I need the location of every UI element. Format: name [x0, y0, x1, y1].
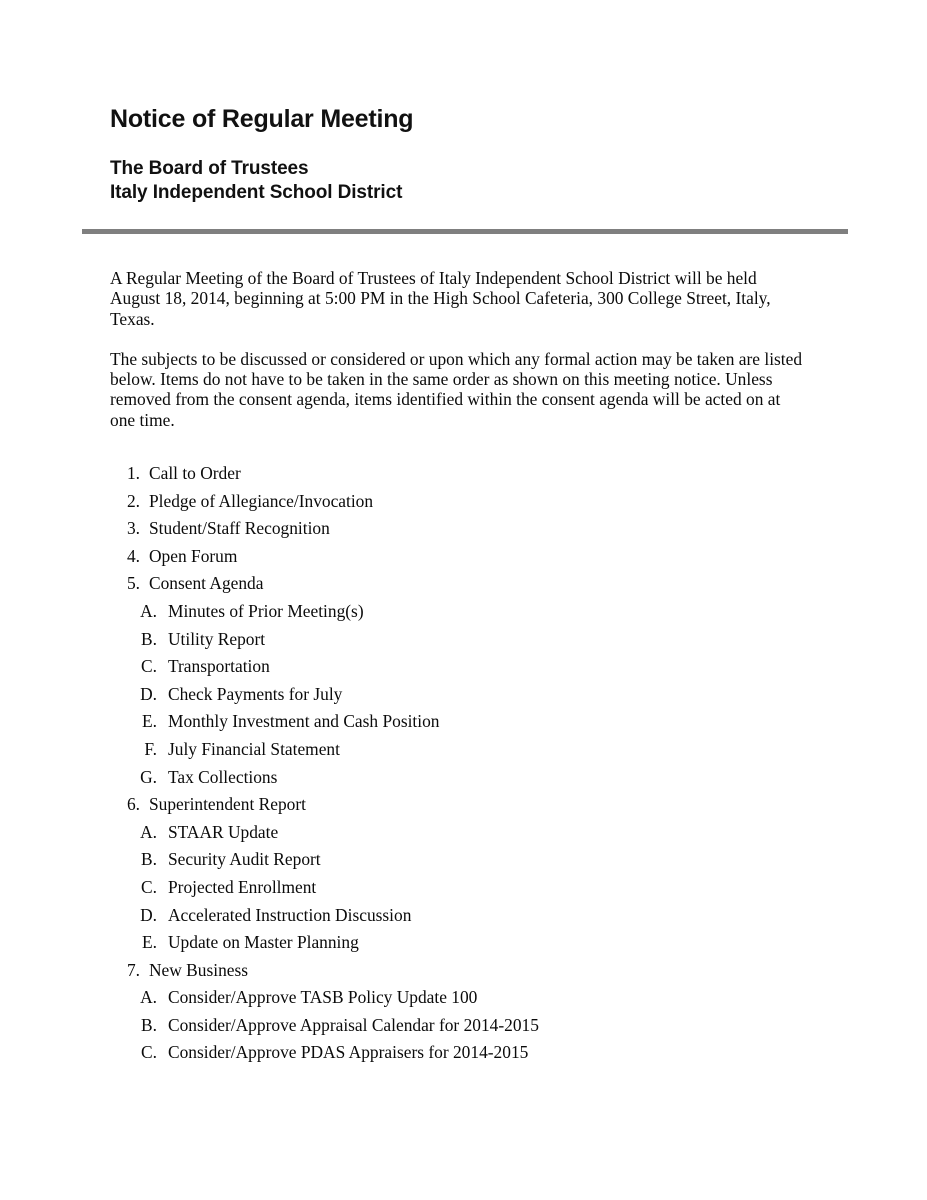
agenda-item-marker: 6.: [126, 794, 140, 815]
agenda-item-label: STAAR Update: [168, 821, 279, 842]
agenda-item-marker: 2.: [126, 490, 140, 511]
agenda-notice-paragraph: The subjects to be discussed or considered or upon which any formal action may be taken are listed below. Items do not have to be taken in the same order as shown on this meeting notice. Unless removed from the consent agenda, items identified within the consent agenda will be acted on at one time.: [110, 348, 803, 430]
agenda-item-label: Accelerated Instruction Discussion: [168, 904, 412, 925]
agenda-item-label: Pledge of Allegiance/Invocation: [149, 490, 374, 511]
agenda-item-marker: D.: [140, 904, 157, 925]
agenda-item: [110, 518, 830, 546]
agenda-item-marker: C.: [141, 656, 157, 677]
subtitle-line-board: The Board of Trustees: [110, 158, 309, 179]
agenda-item: [110, 629, 830, 657]
agenda-item: [110, 794, 830, 822]
agenda-item-label: Consent Agenda: [149, 573, 264, 594]
agenda-item-marker: E.: [142, 711, 157, 732]
agenda-item-label: Call to Order: [149, 463, 241, 483]
agenda-item: [110, 684, 830, 712]
agenda-item-marker: 7.: [126, 959, 140, 980]
agenda-item-marker: C.: [141, 876, 157, 897]
agenda-item: [110, 905, 830, 933]
agenda-item-label: Student/Staff Recognition: [149, 518, 330, 539]
agenda-item-label: Tax Collections: [168, 766, 278, 787]
agenda-item: [110, 463, 830, 491]
agenda-item-label: Transportation: [168, 656, 270, 677]
agenda-item-marker: E.: [142, 932, 157, 953]
agenda-item-marker: A.: [140, 987, 157, 1008]
agenda-item: [110, 601, 830, 629]
agenda-item-marker: C.: [141, 1042, 157, 1063]
agenda-item-label: Consider/Approve TASB Policy Update 100: [168, 987, 478, 1008]
agenda-item: [110, 491, 830, 519]
agenda-item: [110, 877, 830, 905]
agenda-item-label: Utility Report: [168, 628, 266, 649]
document-header: [110, 104, 850, 204]
agenda-item-label: Monthly Investment and Cash Position: [168, 711, 440, 732]
agenda-item-label: Minutes of Prior Meeting(s): [168, 600, 364, 621]
agenda-item-marker: 3.: [126, 518, 140, 539]
agenda-item-marker: A.: [140, 600, 157, 621]
agenda-item-label: Open Forum: [149, 545, 238, 566]
agenda-item: [110, 656, 830, 684]
agenda-item: [110, 767, 830, 795]
subtitle-line-district: Italy Independent School District: [110, 181, 403, 203]
agenda-item: [110, 849, 830, 877]
agenda-item-label: Check Payments for July: [168, 683, 343, 704]
agenda-item-label: Superintendent Report: [149, 794, 306, 815]
document-subtitle: [110, 134, 850, 204]
agenda-item: [110, 546, 830, 574]
agenda-item-label: Consider/Approve PDAS Appraisers for 2014-2015: [168, 1042, 529, 1063]
agenda-item: [110, 739, 830, 767]
agenda-item: [110, 1015, 830, 1043]
agenda-item-label: Projected Enrollment: [168, 876, 317, 897]
agenda-item-marker: D.: [140, 683, 157, 704]
agenda-item: [110, 987, 830, 1015]
agenda-item-marker: G.: [140, 766, 157, 787]
page-title: Notice of Regular Meeting: [110, 105, 414, 133]
agenda-item-label: Security Audit Report: [168, 849, 321, 870]
agenda-item: [110, 573, 830, 601]
agenda-item-marker: B.: [141, 849, 157, 870]
agenda-item-marker: B.: [141, 1014, 157, 1035]
agenda-item-marker: 1.: [126, 463, 140, 483]
agenda-item-marker: 5.: [126, 573, 140, 594]
agenda-item-label: Update on Master Planning: [168, 932, 359, 953]
agenda-item-label: New Business: [149, 959, 249, 980]
agenda-item-label: July Financial Statement: [168, 738, 340, 759]
agenda-item: [110, 822, 830, 850]
agenda-item-marker: F.: [144, 738, 157, 759]
agenda-item: [110, 711, 830, 739]
agenda-item-marker: B.: [141, 628, 157, 649]
intro-paragraphs: [110, 268, 807, 430]
meeting-details-paragraph: A Regular Meeting of the Board of Trustees of Italy Independent School District will be held August 18, 2014, beginning at 5:00 PM in the High School Cafeteria, 300 College Street, Italy, Texas.: [110, 268, 771, 329]
agenda-item: [110, 1042, 830, 1070]
agenda-item-label: Consider/Approve Appraisal Calendar for 2014-2015: [168, 1014, 539, 1035]
agenda-item: [110, 960, 830, 988]
agenda-item-marker: 4.: [126, 545, 140, 566]
agenda-item-marker: A.: [140, 821, 157, 842]
agenda-item: [110, 932, 830, 960]
agenda-list: [110, 463, 830, 1070]
header-divider-rule: [82, 229, 848, 234]
